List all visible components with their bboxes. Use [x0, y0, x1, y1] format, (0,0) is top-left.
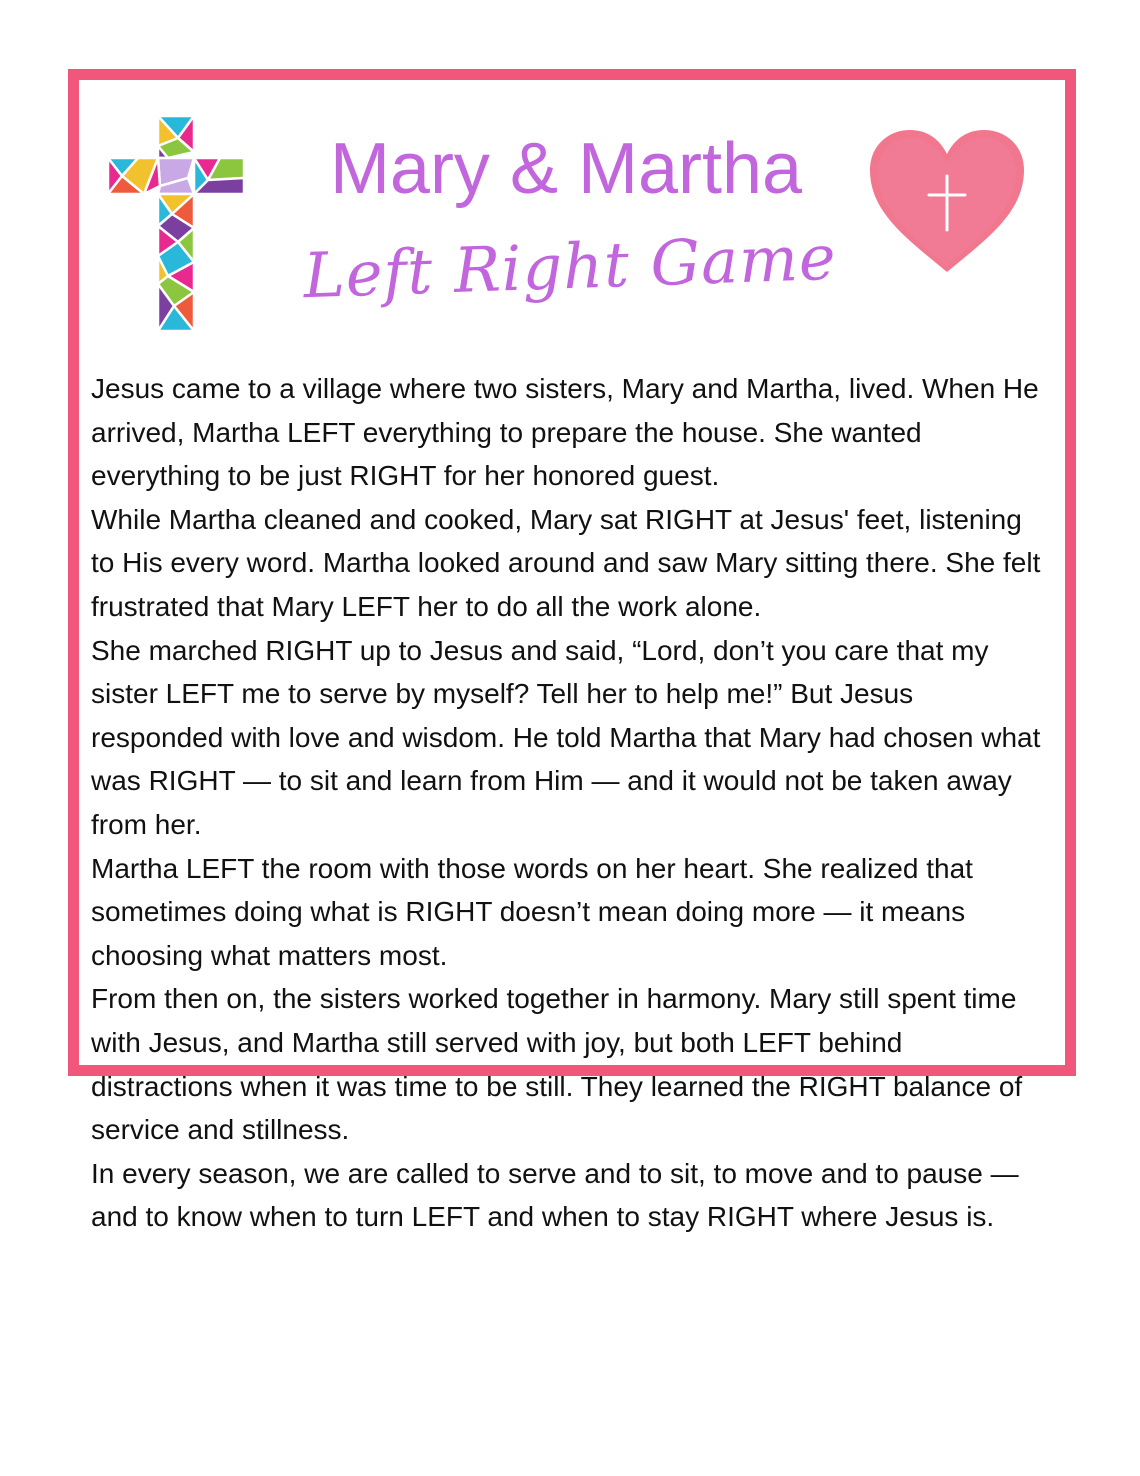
story-paragraph: In every season, we are called to serve and to sit, to move and to pause — and to know when to turn LEFT and when to stay RIGHT where Jesus is.	[91, 1157, 1019, 1233]
story-text	[91, 367, 1051, 1239]
page-subtitle: Left Right Game	[302, 220, 838, 313]
page-title: Mary & Martha	[329, 129, 803, 209]
story-paragraph: While Martha cleaned and cooked, Mary sat RIGHT at Jesus' feet, listening to His every word. Martha looked around and saw Mary sitting there. She felt frustrated that Mary LEFT her to do all the work alone.	[91, 503, 1041, 622]
story-paragraph: From then on, the sisters worked together in harmony. Mary still spent time with Jesus, and Martha still served with joy, but both LEFT behind distractions when it was time to be still. They learned the RIGHT balance of service and stillness.	[91, 983, 1023, 1146]
story-paragraph: Martha LEFT the room with those words on her heart. She realized that sometimes doing what is RIGHT doesn’t mean doing more — it means choosing what matters most.	[91, 852, 973, 971]
story-paragraph: Jesus came to a village where two sisters, Mary and Martha, lived. When He arrived, Martha LEFT everything to prepare the house. She wanted everything to be just RIGHT for her honored guest.	[91, 373, 1039, 492]
story-paragraph: She marched RIGHT up to Jesus and said, “Lord, don’t you care that my sister LEFT me to serve by myself? Tell her to help me!” But Jesus responded with love and wisdom. He told Martha that Mary had chosen what was RIGHT — to sit and learn from Him — and it would not be taken away from her.	[91, 634, 1041, 840]
